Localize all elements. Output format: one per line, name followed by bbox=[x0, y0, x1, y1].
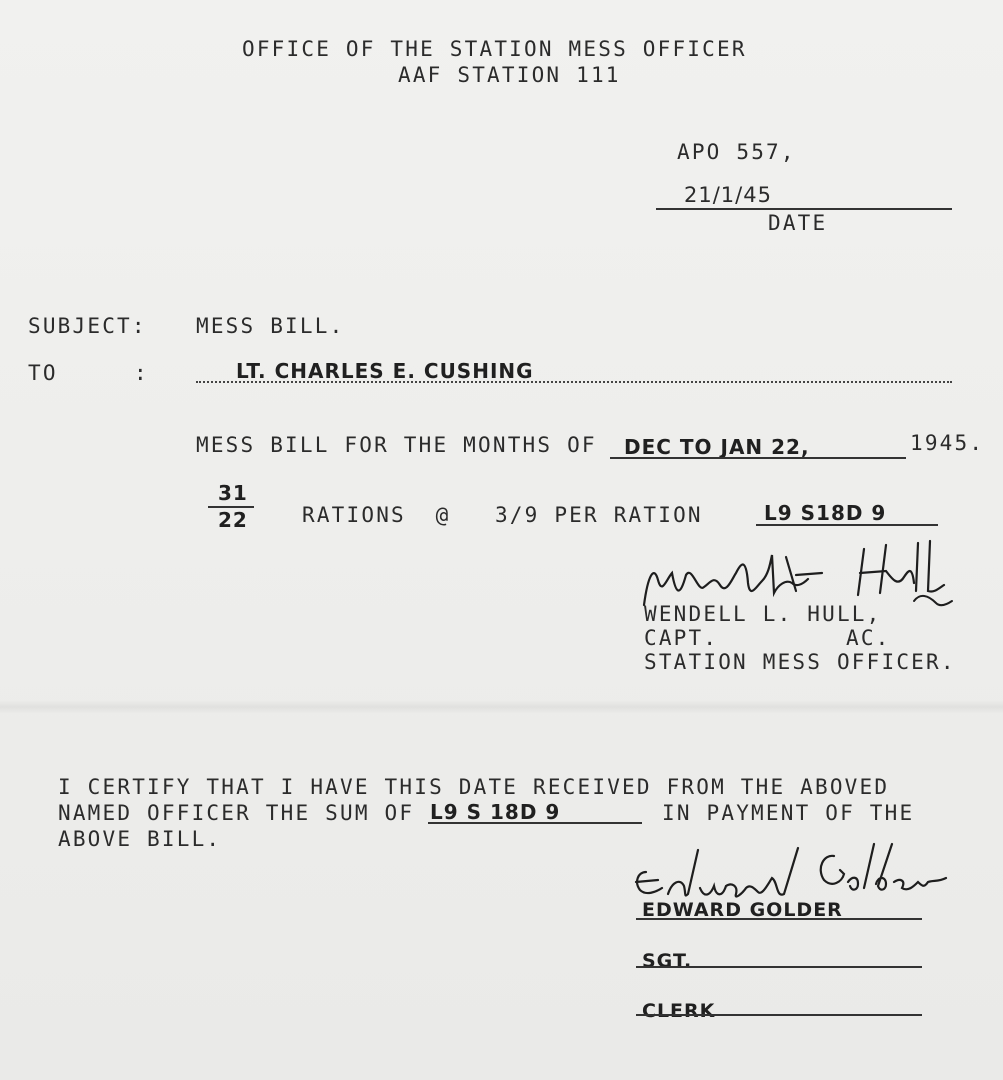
bill-amount: L9 S18D 9 bbox=[764, 501, 887, 525]
certify-line3: ABOVE BILL. bbox=[58, 827, 222, 851]
certify-line2-start: NAMED OFFICER THE SUM OF bbox=[58, 801, 415, 825]
to-value: LT. CHARLES E. CUSHING bbox=[236, 359, 534, 383]
clerk-name-line bbox=[636, 918, 922, 920]
certify-amount: L9 S 18D 9 bbox=[430, 800, 561, 824]
clerk-name: EDWARD GOLDER bbox=[642, 899, 843, 921]
officer-rank: CAPT. bbox=[644, 626, 719, 650]
clerk-rank-line bbox=[636, 966, 922, 968]
to-label: TO bbox=[28, 361, 58, 385]
clerk-role: CLERK bbox=[642, 1000, 716, 1022]
certify-line2-end: IN PAYMENT OF THE bbox=[662, 801, 915, 825]
apo-number: APO 557, bbox=[677, 140, 796, 164]
date-label: DATE bbox=[768, 211, 828, 235]
amount-line bbox=[756, 524, 938, 526]
months-label: MESS BILL FOR THE MONTHS OF bbox=[196, 433, 597, 457]
subject-label: SUBJECT: bbox=[28, 314, 147, 338]
to-line bbox=[196, 381, 952, 383]
to-colon: : bbox=[134, 361, 149, 385]
rations-top: 31 bbox=[218, 481, 248, 505]
months-line bbox=[610, 457, 906, 459]
bill-year: 1945. bbox=[910, 431, 985, 455]
officer-title: STATION MESS OFFICER. bbox=[644, 650, 956, 674]
rations-bottom: 22 bbox=[218, 508, 248, 532]
header-office: OFFICE OF THE STATION MESS OFFICER bbox=[242, 37, 747, 61]
rations-text: RATIONS @ 3/9 PER RATION bbox=[302, 503, 703, 527]
certify-amount-line bbox=[428, 822, 642, 824]
clerk-role-line bbox=[636, 1014, 922, 1016]
months-value: DEC TO JAN 22, bbox=[624, 435, 810, 459]
certify-line1: I CERTIFY THAT I HAVE THIS DATE RECEIVED FROM THE ABOVED bbox=[58, 775, 890, 799]
officer-branch: AC. bbox=[846, 626, 891, 650]
header-station: AAF STATION 111 bbox=[398, 63, 621, 87]
officer-name: WENDELL L. HULL, bbox=[644, 602, 882, 626]
date-line bbox=[656, 208, 952, 210]
subject-value: MESS BILL. bbox=[196, 314, 345, 338]
clerk-rank: SGT. bbox=[642, 950, 693, 972]
date-value: 21/1/45 bbox=[684, 183, 772, 207]
paper-fold bbox=[0, 700, 1003, 714]
